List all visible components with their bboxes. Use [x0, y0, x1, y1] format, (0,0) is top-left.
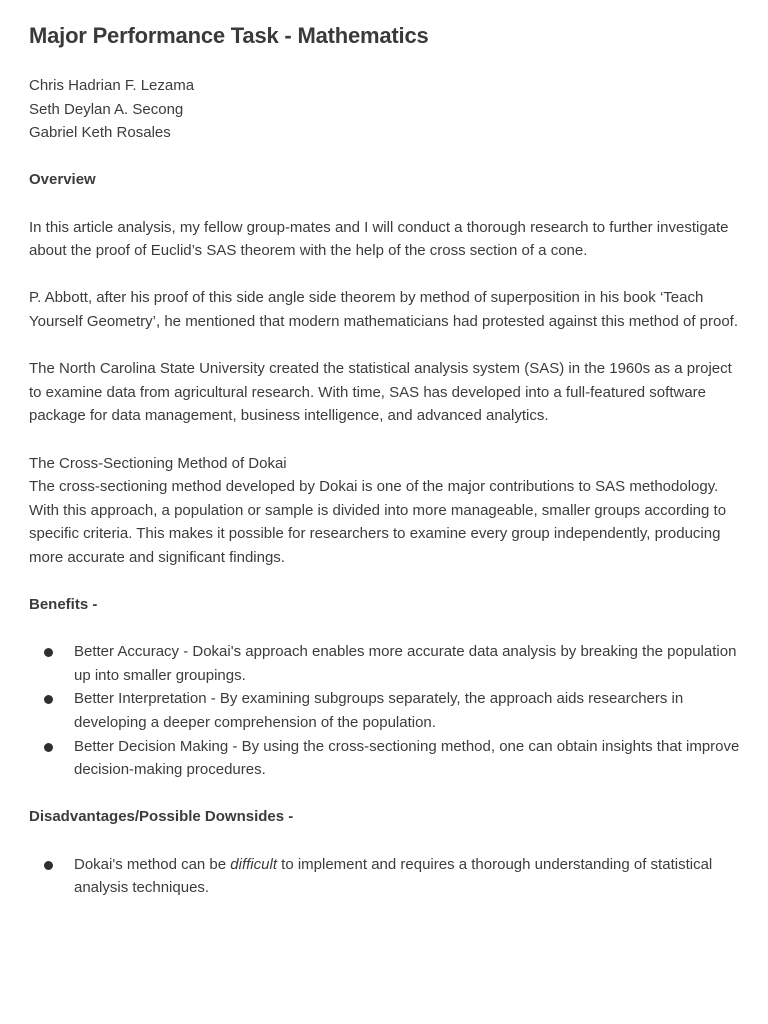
downsides-list	[29, 853, 740, 900]
list-item	[29, 687, 740, 734]
bullet-icon	[44, 648, 53, 657]
author-name: Seth Deylan A. Secong	[29, 100, 184, 118]
downsides-heading: Disadvantages/Possible Downsides -	[29, 808, 294, 826]
benefit-text: Better Interpretation - By examining subgroups separately, the approach aids researchers in developing a deeper comprehension of the population.	[74, 690, 684, 732]
dokai-paragraph: The cross-sectioning method developed by Dokai is one of the major contributions to SAS methodology. With this approach, a population or sample is divided into more manageable, smaller groups according to specific criteria. This makes it possible for researchers to examine every group independently, producing more accurate and significant findings.	[29, 478, 727, 566]
document-title: Major Performance Task - Mathematics	[29, 23, 429, 48]
list-item	[29, 640, 740, 687]
abbott-paragraph: P. Abbott, after his proof of this side angle side theorem by method of superposition in his book ‘Teach Yourself Geometry’, he mentioned that modern mathematicians had protested against this method of proof.	[29, 289, 739, 330]
bullet-icon	[44, 861, 53, 870]
author-name: Gabriel Keth Rosales	[29, 124, 171, 142]
dokai-heading: The Cross-Sectioning Method of Dokai	[29, 454, 287, 472]
bullet-icon	[44, 743, 53, 752]
bullet-icon	[44, 695, 53, 704]
list-item	[29, 853, 740, 900]
downside-text-after: to implement and requires a thorough understanding of statistical analysis techniques.	[74, 855, 713, 897]
author-name: Chris Hadrian F. Lezama	[29, 77, 195, 94]
list-item	[29, 735, 740, 782]
benefit-text: Better Accuracy - Dokai's approach enables more accurate data analysis by breaking the population up into smaller groupings.	[74, 643, 737, 684]
downside-emphasis: difficult	[230, 855, 277, 873]
benefit-text: Better Decision Making - By using the cross-sectioning method, one can obtain insights that improve decision-making procedures.	[74, 737, 740, 779]
benefits-heading: Benefits -	[29, 596, 98, 614]
author-list	[29, 74, 740, 145]
downside-text-before: Dokai's method can be	[74, 855, 231, 873]
overview-heading: Overview	[29, 171, 96, 189]
benefits-list	[29, 640, 740, 782]
sas-history-paragraph: The North Carolina State University created the statistical analysis system (SAS) in the 1960s as a project to examine data from agricultural research. With time, SAS has developed into a full-featured software package for data management, business intelligence, and advanced analytics.	[29, 360, 732, 425]
overview-paragraph: In this article analysis, my fellow group-mates and I will conduct a thorough research to further investigate about the proof of Euclid’s SAS theorem with the help of the cross section of a cone.	[29, 218, 729, 260]
